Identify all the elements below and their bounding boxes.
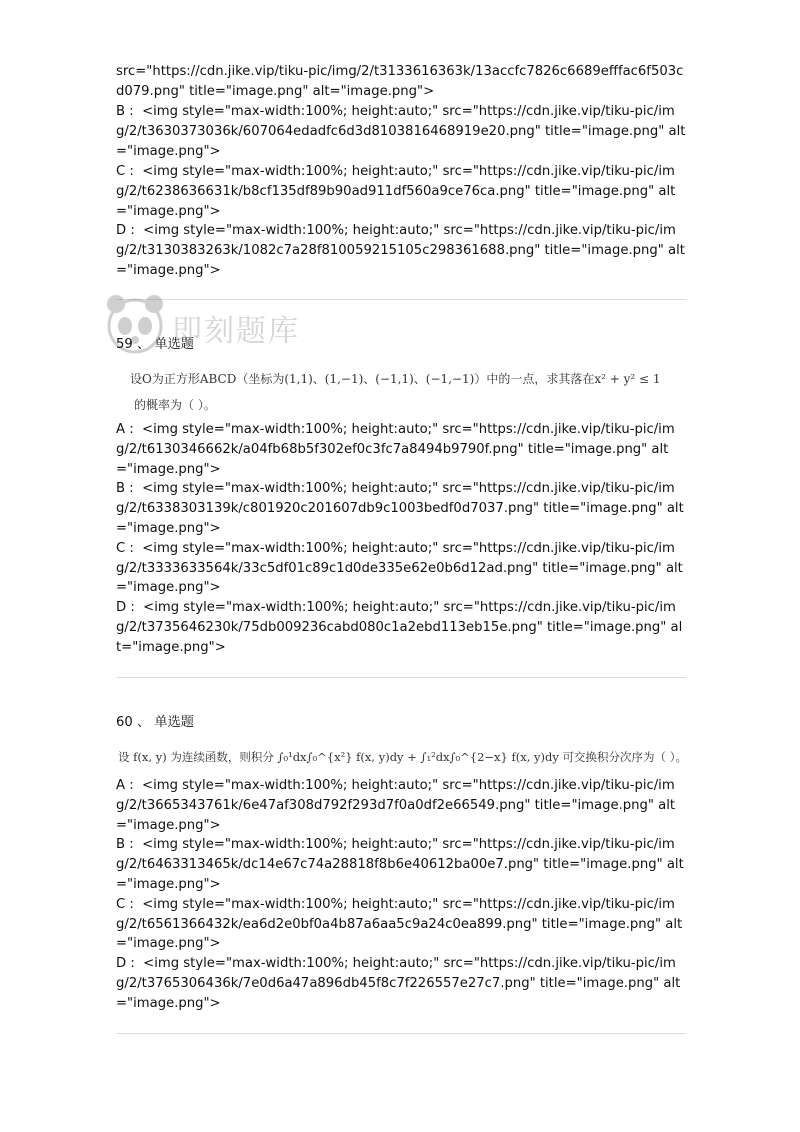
prev-option-c: C : <img style="max-width:100%; height:auto;" src="https://cdn.jike.vip/tiku-pic/img/2/t6238636631k/b8cf135df89b90ad911df560a9ce76ca.png" title="image.png" alt="image.png"> — [116, 164, 676, 219]
prev-option-a-continuation: src="https://cdn.jike.vip/tiku-pic/img/2/t3133616363k/13accfc7826c6689efffac6f503cd079.png" title="image.png" alt="image.png"> — [116, 64, 684, 99]
prev-option-b: B : <img style="max-width:100%; height:auto;" src="https://cdn.jike.vip/tiku-pic/img/2/t3630373036k/607064edadfc6d3d8103816468919e20.png" title="image.png" alt="image.png"> — [116, 104, 686, 159]
question-60-header: 60 、 单选题 — [116, 715, 194, 730]
question-59-stem-line2: 的概率为（ ）。 — [134, 398, 216, 412]
question-60-stem: 设 f(x, y) 为连续函数，则积分 ∫₀¹dx∫₀^{x²} f(x, y)dy + ∫₁²dx∫₀^{2−x} f(x, y)dy 可交换积分次序为（ ）。 — [118, 750, 687, 764]
section-divider — [116, 1033, 686, 1034]
prev-option-d: D : <img style="max-width:100%; height:auto;" src="https://cdn.jike.vip/tiku-pic/img/2/t3130383263k/1082c7a28f810059215105c298361688.png" title="image.png" alt="image.png"> — [116, 223, 685, 278]
question-59-stem-line1: 设O为正方形ABCD（坐标为(1,1)、(1,−1)、(−1,1)、(−1,−1)）中的一点，求其落在x² + y² ≤ 1 — [130, 372, 661, 386]
watermark-text: 即刻题库 — [172, 314, 300, 349]
section-divider — [116, 677, 686, 678]
question-60-options: A : <img style="max-width:100%; height:auto;" src="https://cdn.jike.vip/tiku-pic/img/2/t3665343761k/6e47af308d792f293d7f0a0df2e66549.png" title="image.png" alt="image.png"> B : <img style="max-width:100%; height:auto;" src="https://cdn.jike.vip/tiku-pic/img/2/t6463313465k/dc14e67c74a28818f8b6e40612ba00e7.png" title="image.png" alt="image.png"> C : <img style="max-width:100%; height:auto;" src="https://cdn.jike.vip/tiku-pic/img/2/t6561366432k/ea6d2e0bf0a4b87a6aa5c9a24c0ea899.png" title="image.png" alt="image.png"> D : <img style="max-width:100%; height:auto;" src="https://cdn.jike.vip/tiku-pic/img/2/t3765306436k/7e0d6a47a896db45f8c7f226557e27c7.png" title="image.png" alt="image.png"> — [116, 778, 684, 1011]
question-59-options: A : <img style="max-width:100%; height:auto;" src="https://cdn.jike.vip/tiku-pic/img/2/t6130346662k/a04fb68b5f302ef0c3fc7a8494b9790f.png" title="image.png" alt="image.png"> B : <img style="max-width:100%; height:auto;" src="https://cdn.jike.vip/tiku-pic/img/2/t6338303139k/c801920c201607db9c1003bedf0d7037.png" title="image.png" alt="image.png"> C : <img style="max-width:100%; height:auto;" src="https://cdn.jike.vip/tiku-pic/img/2/t3333633564k/33c5df01c89c1d0de335e62e0b6d12ad.png" title="image.png" alt="image.png"> D : <img style="max-width:100%; height:auto;" src="https://cdn.jike.vip/tiku-pic/img/2/t3735646230k/75db009236cabd080c1a2ebd113eb15e.png" title="image.png" alt="image.png"> — [116, 422, 684, 655]
question-59-header: 59 、 单选题 — [116, 337, 194, 352]
